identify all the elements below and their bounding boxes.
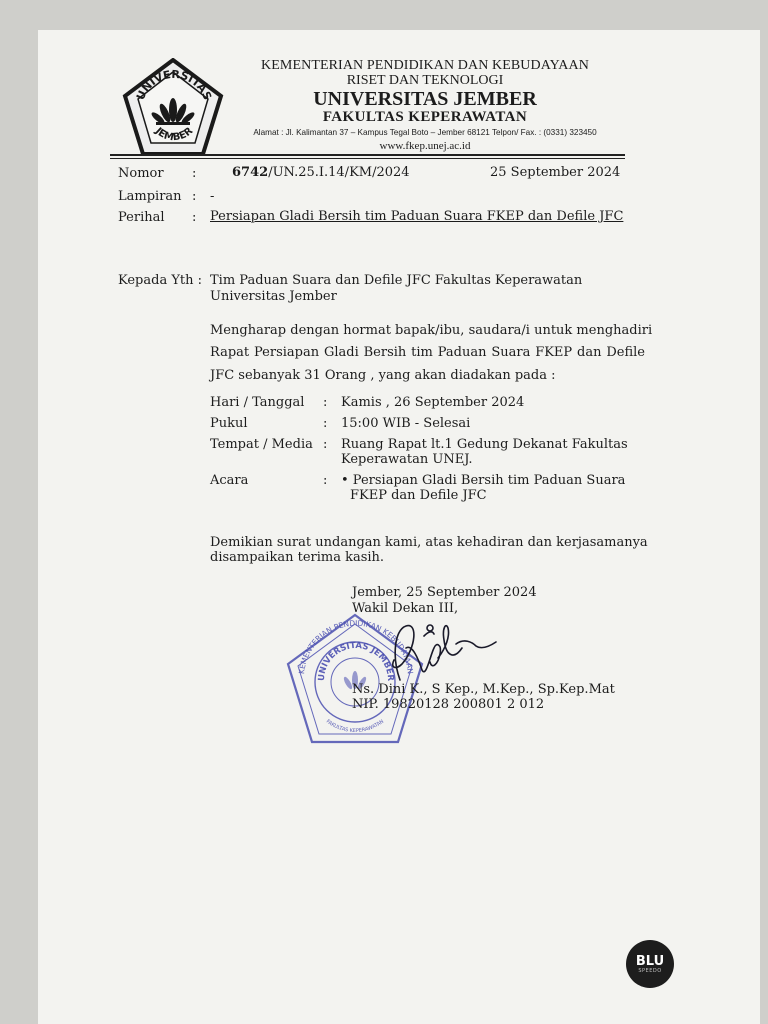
ministry-line: KEMENTERIAN PENDIDIKAN DAN KEBUDAYAAN [261,58,589,73]
nomor-rest: /UN.25.I.14/KM/2024 [268,165,410,180]
body-line-3: JFC sebanyak 31 Orang , yang akan diadakan pada : [210,368,556,383]
university-logo [122,58,224,156]
svg-text:UNIVERSITAS JEMBER: UNIVERSITAS JEMBER [316,640,396,682]
tempat-label: Tempat / Media [210,437,313,452]
nomor-prefix: 6742 [232,165,269,180]
website-link[interactable]: www.fkep.unej.ac.id [379,140,471,152]
acara-value-1: • Persiapan Gladi Bersih tim Paduan Suara [341,473,626,488]
nomor-label: Nomor [118,166,164,181]
closing-line-2: disampaikan terima kasih. [210,550,385,565]
address-line: Alamat : Jl. Kalimantan 37 – Kampus Tegal Boto – Jember 68121 Telpon/ Fax. : (0331) 323450 [253,128,597,137]
perihal-label: Perihal [118,210,165,225]
tempat-value-2: Keperawatan UNEJ. [341,452,473,467]
header-divider-thick [110,154,625,156]
nomor-value [232,165,410,180]
recipient-line-2: Universitas Jember [210,289,337,304]
acara-colon: : [323,473,328,488]
acara-value-2: FKEP dan Defile JFC [350,488,487,503]
body-line-2: Rapat Persiapan Gladi Bersih tim Paduan Suara FKEP dan Defile [210,345,645,360]
lampiran-colon: : [192,189,197,204]
perihal-colon: : [192,210,197,225]
closing-line-1: Demikian surat undangan kami, atas kehadiran dan kerjasamanya [210,535,648,550]
acara-label: Acara [210,473,249,488]
watermark-badge-text: BLU [635,954,665,969]
signature-place-date: Jember, 25 September 2024 [352,585,537,600]
watermark-badge-sub: SPEEDO [638,968,662,974]
pukul-colon: : [323,416,328,431]
pukul-label: Pukul [210,416,248,431]
tempat-value-1: Ruang Rapat lt.1 Gedung Dekanat Fakultas [341,437,628,452]
signatory-name: Ns. Dini K., S Kep., M.Kep., Sp.Kep.Mat [352,682,615,697]
hari-colon: : [323,395,328,410]
perihal-value: Persiapan Gladi Bersih tim Paduan Suara FKEP dan Defile JFC [210,209,624,224]
lampiran-label: Lampiran [118,189,182,204]
university-name: UNIVERSITAS JEMBER [313,88,537,110]
header-divider-thin [110,158,625,159]
hari-label: Hari / Tanggal [210,395,305,410]
letter-date: 25 September 2024 [490,165,621,180]
signature-position: Wakil Dekan III, [352,601,459,616]
hari-value: Kamis , 26 September 2024 [341,395,525,410]
signatory-nip: NIP. 19820128 200801 2 012 [352,697,545,712]
svg-text:KEMENTERIAN PENDIDIKAN KEBUDAY: KEMENTERIAN PENDIDIKAN KEBUDAYAAN [297,618,415,675]
recipient-line-1: Tim Paduan Suara dan Defile JFC Fakultas Keperawatan [210,273,583,288]
watermark-badge [626,940,674,988]
tempat-colon: : [323,437,328,452]
svg-text:JEMBER: JEMBER [152,125,196,144]
pukul-value: 15:00 WIB - Selesai [341,416,471,431]
lampiran-value: - [210,189,215,204]
ministry-line-2: RISET DAN TEKNOLOGI [346,73,504,88]
faculty-name: FAKULTAS KEPERAWATAN [322,109,528,125]
body-line-1: Mengharap dengan hormat bapak/ibu, saudara/i untuk menghadiri [210,323,653,338]
recipient-label: Kepada Yth : [118,273,203,288]
handwritten-signature [372,618,512,688]
svg-text:FAKULTAS KEPERAWATAN: FAKULTAS KEPERAWATAN [324,718,386,735]
nomor-colon: : [192,166,197,181]
svg-text:UNIVERSITAS: UNIVERSITAS [133,67,215,103]
